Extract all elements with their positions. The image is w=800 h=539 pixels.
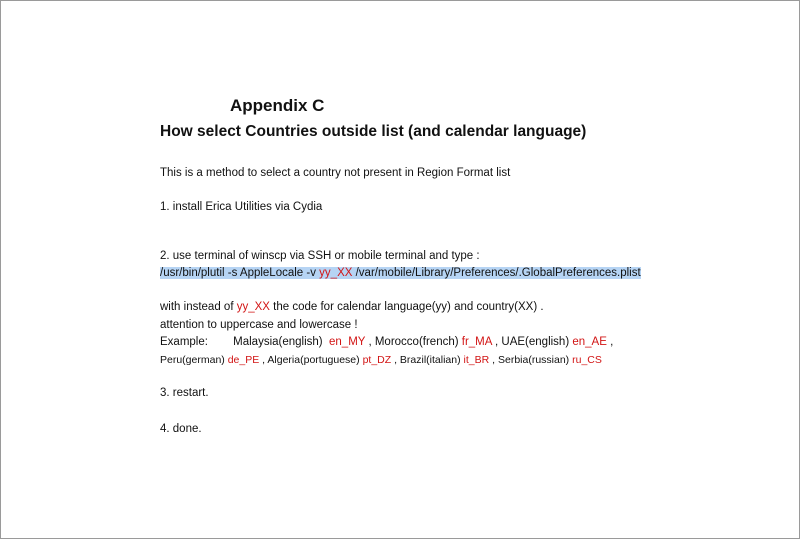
- command-highlight: [160, 267, 641, 279]
- example-code: pt_DZ: [362, 354, 392, 366]
- example-name: Peru(german): [160, 354, 225, 366]
- examples-line-1: Example: Malaysia(english) en_MY , Morocco(french) fr_MA , UAE(english) en_AE ,: [160, 336, 614, 348]
- example-name: UAE(english): [501, 336, 570, 348]
- command-code: yy_XX: [319, 267, 353, 279]
- example-name: Malaysia(english): [233, 336, 323, 348]
- instead-suffix: the code for calendar language(yy) and country(XX) .: [269, 301, 544, 313]
- instead-text: [160, 301, 544, 313]
- example-code: de_PE: [227, 354, 260, 366]
- example-name: Morocco(french): [374, 336, 459, 348]
- example-name: Algeria(portuguese): [267, 354, 360, 366]
- example-name: Brazil(italian): [399, 354, 461, 366]
- instead-prefix: with instead of: [160, 301, 237, 313]
- appendix-title: Appendix C: [230, 96, 325, 115]
- step-1: 1. install Erica Utilities via Cydia: [160, 201, 323, 213]
- example-code: en_MY: [329, 336, 366, 348]
- command-prefix: /usr/bin/plutil -s AppleLocale -v: [160, 267, 320, 279]
- command-suffix: /var/mobile/Library/Preferences/.GlobalPreferences.plist: [352, 267, 641, 279]
- example-code: ru_CS: [572, 354, 602, 366]
- example-code: en_AE: [572, 336, 607, 348]
- example-name: Serbia(russian): [497, 354, 570, 366]
- examples-line-2: Peru(german) de_PE , Algeria(portuguese) pt_DZ , Brazil(italian) it_BR , Serbia(russian) ru_CS: [160, 354, 602, 366]
- example-code: fr_MA: [461, 336, 492, 348]
- appendix-subtitle: How select Countries outside list (and calendar language): [160, 123, 587, 140]
- example-label: Example:: [160, 336, 208, 348]
- intro-text: This is a method to select a country not present in Region Format list: [160, 167, 511, 179]
- example-code: it_BR: [463, 354, 490, 366]
- step-3: 3. restart.: [160, 387, 209, 399]
- step-4: 4. done.: [160, 423, 202, 435]
- command-line: [160, 267, 641, 279]
- step-2: 2. use terminal of winscp via SSH or mobile terminal and type :: [160, 250, 480, 262]
- attention-text: attention to uppercase and lowercase !: [160, 319, 358, 331]
- instead-code: yy_XX: [236, 301, 270, 313]
